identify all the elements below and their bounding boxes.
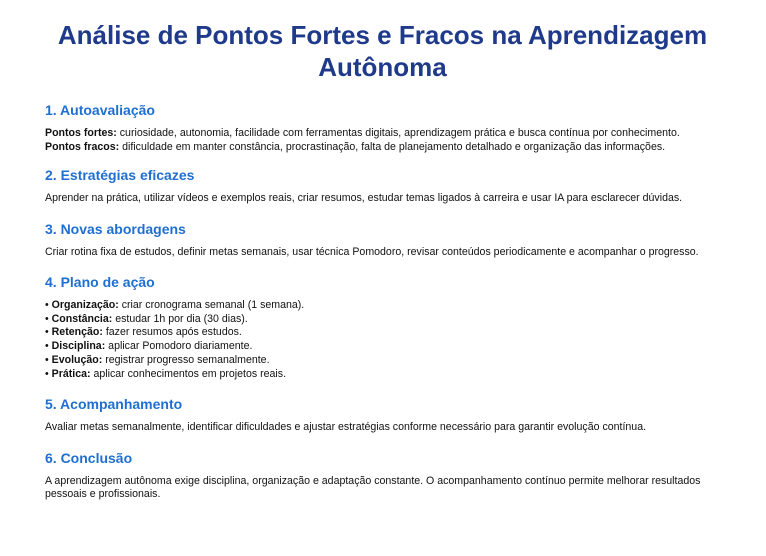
- section-heading: 3. Novas abordagens: [45, 220, 186, 237]
- section-heading: 1. Autoavaliação: [45, 102, 155, 118]
- section-estrategias: [45, 166, 720, 206]
- item-text: aplicar conhecimentos em projetos reais.: [90, 367, 287, 380]
- item-text: registrar progresso semanalmente.: [102, 353, 270, 366]
- weaknesses-text: dificuldade em manter constância, procrastinação, falta de planejamento detalhado e organização das informações.: [119, 140, 666, 153]
- section-heading: 2. Estratégias eficazes: [45, 167, 195, 183]
- weaknesses-line: [45, 141, 720, 155]
- item-label: Evolução:: [51, 353, 103, 366]
- strengths-line: [45, 127, 720, 141]
- item-text: fazer resumos após estudos.: [102, 326, 242, 339]
- item-text: aplicar Pomodoro diariamente.: [105, 340, 253, 353]
- section-text: Aprender na prática, utilizar vídeos e exemplos reais, criar resumos, estudar temas ligados à carreira e usar IA para esclarecer dúvidas.: [45, 192, 683, 204]
- item-label: Retenção:: [51, 326, 103, 339]
- list-item: [45, 313, 720, 327]
- list-item: [45, 326, 720, 340]
- list-item: [45, 340, 720, 354]
- section-plano-de-acao: [45, 273, 720, 381]
- section-heading: 4. Plano de ação: [45, 274, 155, 290]
- section-text: Avaliar metas semanalmente, identificar dificuldades e ajustar estratégias conforme necessário para garantir evolução contínua.: [45, 421, 647, 434]
- item-text: criar cronograma semanal (1 semana).: [118, 299, 305, 311]
- weaknesses-label: Pontos fracos:: [45, 140, 120, 153]
- section-conclusao: [45, 449, 720, 502]
- strengths-text: curiosidade, autonomia, facilidade com ferramentas digitais, aprendizagem prática e busca contínua por conhecimento.: [116, 127, 680, 139]
- section-heading: 6. Conclusão: [45, 449, 133, 466]
- item-label: Constância:: [51, 312, 113, 325]
- action-plan-list: [45, 299, 720, 381]
- strengths-label: Pontos fortes:: [45, 127, 117, 139]
- section-acompanhamento: [45, 395, 720, 435]
- section-novas-abordagens: [45, 220, 720, 260]
- page-title: Análise de Pontos Fortes e Fracos na Aprendizagem Autônoma: [57, 20, 708, 82]
- list-item: [45, 354, 720, 368]
- list-item: [45, 299, 720, 313]
- section-autoavaliacao: [45, 101, 720, 154]
- section-text: A aprendizagem autônoma exige disciplina, organização e adaptação constante. O acompanhamento contínuo permite melhorar resultados pessoais e profissionais.: [45, 474, 701, 501]
- item-label: Organização:: [51, 299, 119, 311]
- item-text: estudar 1h por dia (30 dias).: [112, 312, 248, 325]
- section-text: Criar rotina fixa de estudos, definir metas semanais, usar técnica Pomodoro, revisar conteúdos periodicamente e acompanhar o progresso.: [45, 245, 699, 258]
- section-heading: 5. Acompanhamento: [45, 396, 183, 413]
- item-label: Disciplina:: [51, 340, 106, 353]
- list-item: [45, 368, 720, 382]
- item-label: Prática:: [51, 367, 91, 380]
